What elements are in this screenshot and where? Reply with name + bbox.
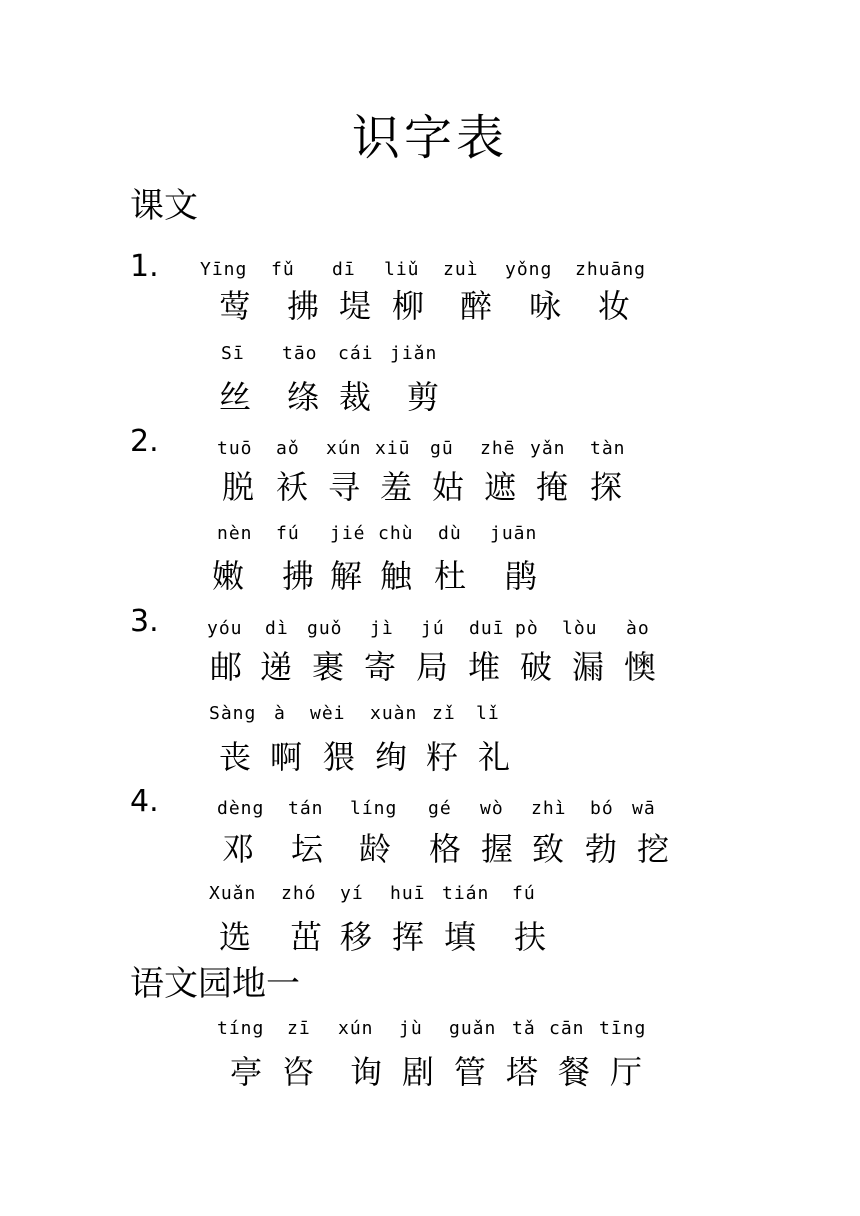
pinyin-syllable: cái	[338, 343, 374, 364]
hanzi-character: 遮	[484, 468, 517, 506]
hanzi-character: 莺	[219, 287, 252, 325]
group-number: 2.	[130, 424, 159, 459]
pinyin-syllable: Xuǎn	[209, 883, 257, 904]
hanzi-character: 坛	[291, 830, 324, 868]
hanzi-character: 漏	[572, 648, 605, 686]
pinyin-syllable: jiǎn	[390, 343, 438, 364]
hanzi-character: 递	[260, 648, 293, 686]
pinyin-syllable: nèn	[217, 523, 253, 544]
hanzi-character: 格	[429, 830, 462, 868]
pinyin-syllable: zǐ	[432, 703, 456, 724]
hanzi-character: 塔	[506, 1053, 539, 1091]
pinyin-syllable: tíng	[217, 1018, 265, 1039]
pinyin-syllable: zhì	[531, 798, 567, 819]
pinyin-syllable: yǒng	[505, 259, 553, 280]
pinyin-syllable: zuì	[443, 259, 479, 280]
section-label-yuwen-yuandi: 语文园地一	[130, 964, 300, 1004]
hanzi-character: 龄	[359, 830, 392, 868]
pinyin-syllable: jù	[399, 1018, 423, 1039]
pinyin-syllable: bó	[590, 798, 614, 819]
pinyin-syllable: xún	[338, 1018, 374, 1039]
hanzi-character: 邓	[222, 830, 255, 868]
hanzi-character: 破	[520, 648, 553, 686]
hanzi-character: 拂	[287, 287, 320, 325]
pinyin-syllable: fú	[512, 883, 536, 904]
pinyin-syllable: dù	[438, 523, 462, 544]
pinyin-syllable: gū	[430, 438, 454, 459]
group-number: 1.	[130, 249, 159, 284]
pinyin-syllable: tīng	[599, 1018, 647, 1039]
hanzi-character: 堤	[339, 287, 372, 325]
hanzi-character: 邮	[210, 648, 243, 686]
hanzi-character: 丧	[219, 738, 252, 776]
pinyin-syllable: à	[274, 703, 286, 724]
hanzi-character: 挖	[637, 830, 670, 868]
hanzi-character: 嫩	[212, 557, 245, 595]
pinyin-syllable: wā	[632, 798, 656, 819]
pinyin-syllable: zhó	[281, 883, 317, 904]
pinyin-syllable: chù	[378, 523, 414, 544]
hanzi-character: 猥	[323, 738, 356, 776]
hanzi-character: 寄	[364, 648, 397, 686]
pinyin-syllable: tàn	[590, 438, 626, 459]
pinyin-syllable: xiū	[375, 438, 411, 459]
hanzi-character: 醉	[460, 287, 493, 325]
hanzi-character: 堆	[468, 648, 501, 686]
hanzi-character: 咏	[529, 287, 562, 325]
pinyin-syllable: guǎn	[449, 1018, 497, 1039]
pinyin-syllable: Sī	[221, 343, 245, 364]
pinyin-syllable: líng	[350, 798, 398, 819]
pinyin-syllable: aǒ	[276, 438, 300, 459]
section-label-kewen: 课文	[130, 186, 198, 226]
hanzi-character: 亭	[230, 1053, 263, 1091]
pinyin-syllable: dèng	[217, 798, 265, 819]
pinyin-syllable: jié	[330, 523, 366, 544]
hanzi-character: 管	[454, 1053, 487, 1091]
hanzi-character: 拂	[282, 557, 315, 595]
pinyin-syllable: duī	[469, 618, 505, 639]
hanzi-character: 礼	[478, 738, 511, 776]
pinyin-syllable: guǒ	[307, 618, 343, 639]
pinyin-syllable: huī	[390, 883, 426, 904]
hanzi-character: 询	[350, 1053, 383, 1091]
page-title: 识字表	[351, 110, 508, 166]
pinyin-syllable: pò	[515, 618, 539, 639]
pinyin-syllable: yǎn	[530, 438, 566, 459]
hanzi-character: 姑	[432, 468, 465, 506]
pinyin-syllable: ào	[626, 618, 650, 639]
hanzi-character: 剧	[402, 1053, 435, 1091]
hanzi-character: 移	[340, 918, 373, 956]
hanzi-character: 选	[219, 918, 252, 956]
pinyin-syllable: wò	[480, 798, 504, 819]
hanzi-character: 寻	[328, 468, 361, 506]
hanzi-character: 剪	[407, 378, 440, 416]
hanzi-character: 杜	[434, 557, 467, 595]
pinyin-syllable: wèi	[310, 703, 346, 724]
hanzi-character: 绦	[287, 378, 320, 416]
hanzi-character: 袄	[276, 468, 309, 506]
pinyin-syllable: tǎ	[512, 1018, 536, 1039]
pinyin-syllable: tián	[442, 883, 490, 904]
pinyin-syllable: jú	[421, 618, 445, 639]
hanzi-character: 柳	[392, 287, 425, 325]
hanzi-character: 厅	[610, 1053, 643, 1091]
hanzi-character: 茁	[290, 918, 323, 956]
hanzi-character: 触	[380, 557, 413, 595]
hanzi-character: 握	[481, 830, 514, 868]
hanzi-character: 裁	[339, 378, 372, 416]
hanzi-character: 懊	[624, 648, 657, 686]
pinyin-syllable: zhē	[480, 438, 516, 459]
pinyin-syllable: tāo	[282, 343, 318, 364]
pinyin-syllable: lǐ	[476, 703, 500, 724]
hanzi-character: 咨	[282, 1053, 315, 1091]
pinyin-syllable: xún	[326, 438, 362, 459]
hanzi-character: 扶	[514, 918, 547, 956]
pinyin-syllable: cān	[549, 1018, 585, 1039]
hanzi-character: 啊	[270, 738, 303, 776]
hanzi-character: 丝	[219, 378, 252, 416]
hanzi-character: 羞	[380, 468, 413, 506]
pinyin-syllable: yóu	[207, 618, 243, 639]
pinyin-syllable: juān	[490, 523, 538, 544]
group-number: 3.	[130, 604, 159, 639]
pinyin-syllable: fǔ	[271, 259, 295, 280]
hanzi-character: 掩	[536, 468, 569, 506]
hanzi-character: 致	[532, 830, 565, 868]
pinyin-syllable: Sàng	[209, 703, 257, 724]
pinyin-syllable: tán	[288, 798, 324, 819]
hanzi-character: 挥	[392, 918, 425, 956]
pinyin-syllable: zī	[287, 1018, 311, 1039]
pinyin-syllable: gé	[428, 798, 452, 819]
pinyin-syllable: dì	[265, 618, 289, 639]
pinyin-syllable: lòu	[562, 618, 598, 639]
group-number: 4.	[130, 784, 159, 819]
hanzi-character: 绚	[375, 738, 408, 776]
hanzi-character: 妆	[598, 287, 631, 325]
hanzi-character: 探	[590, 468, 623, 506]
hanzi-character: 裹	[312, 648, 345, 686]
pinyin-syllable: xuàn	[370, 703, 418, 724]
pinyin-syllable: yí	[340, 883, 364, 904]
hanzi-character: 鹃	[505, 557, 538, 595]
pinyin-syllable: jì	[370, 618, 394, 639]
hanzi-character: 餐	[558, 1053, 591, 1091]
pinyin-syllable: fú	[276, 523, 300, 544]
hanzi-character: 脱	[222, 468, 255, 506]
pinyin-syllable: Yīng	[200, 259, 248, 280]
hanzi-character: 填	[444, 918, 477, 956]
pinyin-syllable: zhuāng	[575, 259, 647, 280]
hanzi-character: 解	[330, 557, 363, 595]
pinyin-syllable: liǔ	[384, 259, 420, 280]
hanzi-character: 勃	[585, 830, 618, 868]
pinyin-syllable: dī	[332, 259, 356, 280]
hanzi-character: 籽	[426, 738, 459, 776]
hanzi-character: 局	[416, 648, 449, 686]
pinyin-syllable: tuō	[217, 438, 253, 459]
